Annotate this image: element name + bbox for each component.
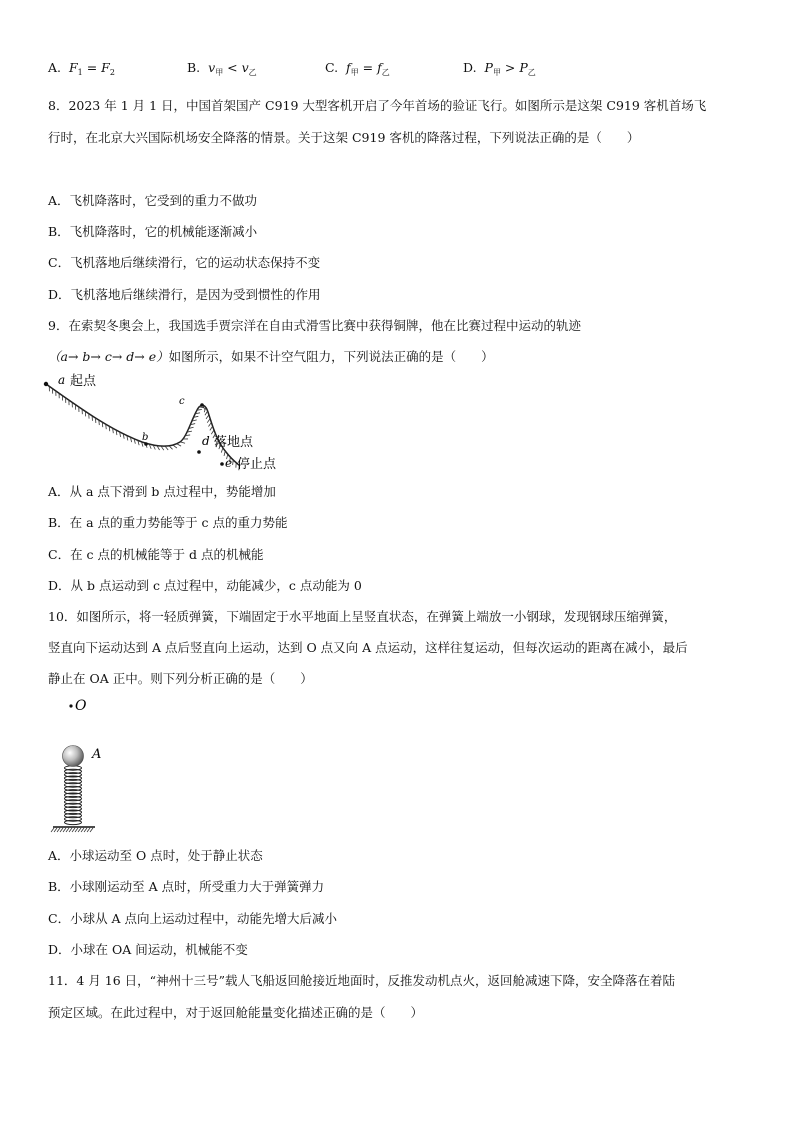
label-b: b (142, 432, 149, 443)
hatch-mark (169, 446, 173, 450)
q8-stem-line-1: 8．2023 年 1 月 1 日，中国首架国产 C919 大型客机开启了今年首场的验证飞行。如图所示是这架 C919 客机首场飞 (48, 98, 707, 113)
hatch-mark (206, 415, 209, 419)
hatch-mark (205, 411, 208, 415)
hatch-mark (180, 442, 185, 443)
ground-hatch-mark (90, 828, 93, 832)
label-landing: 落地点 (214, 435, 254, 450)
ground-hatch-mark (63, 828, 66, 832)
point-o-dot (69, 704, 72, 707)
point-d-dot (197, 450, 201, 454)
ground-hatch-mark (84, 828, 87, 832)
q9-option-c: C．在 c 点的机械能等于 d 点的机械能 (48, 547, 264, 562)
hatch-mark (173, 445, 177, 448)
point-a-dot (44, 382, 48, 386)
q9-option-b: B．在 a 点的重力势能等于 c 点的重力势能 (48, 515, 288, 530)
q7-options (48, 60, 748, 80)
ground-hatch-mark (72, 828, 75, 832)
slope-hatching (49, 386, 239, 470)
q10-option-a: A．小球运动至 O 点时，处于静止状态 (48, 848, 263, 863)
ground-hatch-mark (75, 828, 78, 832)
q7-option-d: D. $P_甲 > P_乙$ (463, 60, 536, 77)
q9-option-d: D．从 b 点运动到 c 点过程中，动能减少，c 点动能为 0 (48, 578, 362, 593)
ground-hatch-mark (87, 828, 90, 832)
q8-stem-line-2: 行时，在北京大兴国际机场安全降落的情景。关于这架 C919 客机的降落过程，下列说法正确的是（ ） (48, 130, 640, 145)
q7-option-a: A. $F_1 = F_2$ (48, 60, 115, 77)
hatch-mark (211, 430, 214, 434)
ground-hatch-mark (57, 828, 60, 832)
label-c: c (179, 396, 185, 407)
hatch-mark (177, 444, 181, 446)
point-e-dot (220, 462, 224, 466)
q8-option-d: D．飞机落地后继续滑行，是因为受到惯性的作用 (48, 287, 321, 302)
q9-stem-line-2 (48, 347, 494, 365)
q10-stem-line-3: 静止在 OA 正中。则下列分析正确的是（ ） (48, 671, 313, 686)
point-c-dot (200, 403, 204, 407)
hatch-mark (233, 460, 234, 465)
label-e: e (225, 456, 233, 470)
label-a: a (58, 373, 66, 387)
q9-option-a: A．从 a 点下滑到 b 点过程中，势能增加 (48, 484, 276, 499)
spring-coils (65, 766, 82, 825)
q9-stem-rest: 如图所示，如果不计空气阻力，下列说法正确的是（ ） (168, 349, 494, 364)
q7-option-c: C. $f_甲 = f_乙$ (325, 60, 390, 77)
slope-line (46, 384, 240, 466)
q9-ski-trajectory-figure (40, 368, 300, 478)
q10-option-d: D．小球在 OA 间运动，机械能不变 (48, 942, 248, 957)
ground-hatch-mark (69, 828, 72, 832)
hatch-mark (106, 424, 107, 429)
ground-hatch-mark (66, 828, 69, 832)
ground-hatch-mark (60, 828, 63, 832)
q9-trajectory-path: （a→ b→ c→ d→ e） (48, 349, 169, 364)
q10-stem-line-2: 竖直向下运动达到 A 点后竖直向上运动，达到 O 点又向 A 点运动，这样往复运动，但每次运动的距离在减小，最后 (48, 640, 688, 655)
hatch-mark (210, 426, 213, 430)
q8-option-b: B．飞机降落时，它的机械能逐渐减小 (48, 224, 258, 239)
label-stop: 停止点 (237, 457, 277, 472)
label-a: A (92, 747, 102, 762)
hatch-mark (207, 419, 210, 423)
q7-option-b: B. $v_甲 < v_乙$ (187, 60, 257, 77)
q11-stem-line-2: 预定区域。在此过程中，对于返回舱能量变化描述正确的是（ ） (48, 1005, 424, 1020)
q10-spring-figure (40, 692, 140, 837)
ground-hatch-mark (54, 828, 57, 832)
label-o: O (75, 698, 87, 714)
ground-hatch-mark (81, 828, 84, 832)
label-start: 起点 (70, 374, 97, 389)
ground-hatch-mark (51, 828, 54, 832)
steel-ball (63, 746, 84, 767)
q10-stem-line-1: 10．如图所示，将一轻质弹簧，下端固定于水平地面上呈竖直状态，在弹簧上端放一小钢球，发现钢球压缩弹簧， (48, 609, 677, 624)
q10-option-c: C．小球从 A 点向上运动过程中，动能先增大后减小 (48, 911, 338, 926)
q8-option-c: C．飞机落地后继续滑行，它的运动状态保持不变 (48, 255, 321, 270)
q10-option-b: B．小球刚运动至 A 点时，所受重力大于弹簧弹力 (48, 879, 325, 894)
q9-stem-line-1: 9．在索契冬奥会上，我国选手贾宗洋在自由式滑雪比赛中获得铜牌，他在比赛过程中运动的轨迹 (48, 318, 581, 333)
q11-stem-line-1: 11．4 月 16 日，“神州十三号”载人飞船返回舱接近地面时，反推发动机点火，返回舱减速下降，安全降落在着陆 (48, 973, 675, 988)
q8-option-a: A．飞机降落时，它受到的重力不做功 (48, 193, 258, 208)
hatch-mark (208, 422, 211, 426)
ground-hatch-mark (78, 828, 81, 832)
label-d: d (202, 434, 210, 448)
ground-hatching (51, 828, 93, 832)
